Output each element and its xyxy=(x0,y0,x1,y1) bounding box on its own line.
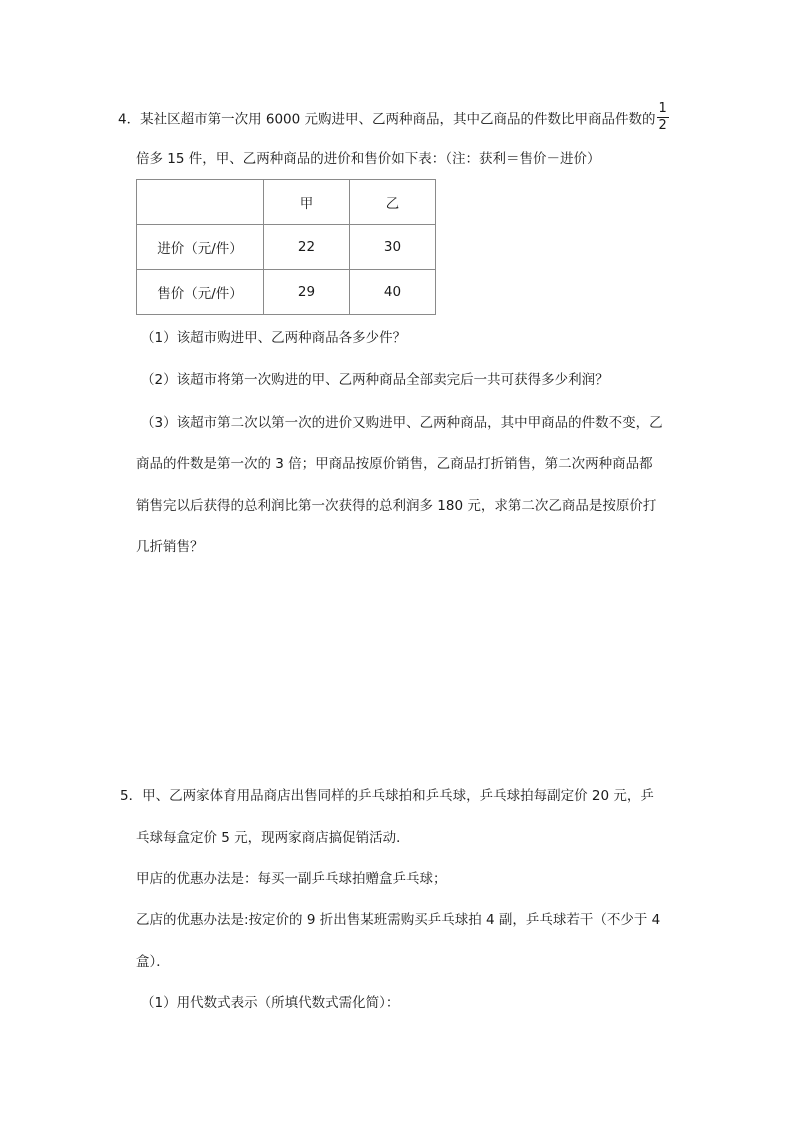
table-header-jia: 甲 xyxy=(264,180,350,225)
table-cell: 22 xyxy=(264,225,350,270)
price-table xyxy=(136,179,436,315)
q4-sub-3-line-3: 销售完以后获得的总利润比第一次获得的总利润多 180 元，求第二次乙商品是按原价打 xyxy=(136,498,657,514)
q5-line-5: 盒）． xyxy=(136,954,170,970)
fraction-denominator: 2 xyxy=(658,118,667,133)
table-row xyxy=(137,225,436,270)
table-cell xyxy=(137,180,264,225)
q5-line-1: 5．甲、乙两家体育用品商店出售同样的乒乓球拍和乒乓球，乒乓球拍每副定价 20 元，乒 xyxy=(120,788,654,804)
fraction-one-half xyxy=(657,102,669,133)
table-row xyxy=(137,270,436,315)
table-row-label: 进价（元/件） xyxy=(137,225,264,270)
q4-sub-3-line-2: 商品的件数是第一次的 3 倍；甲商品按原价销售，乙商品打折销售，第二次两种商品都 xyxy=(136,456,653,472)
table-header-row xyxy=(137,180,436,225)
q4-sub-3-line-4: 几折销售？ xyxy=(136,539,204,555)
table-cell: 40 xyxy=(350,270,436,315)
q5-line-6: （1）用代数式表示（所填代数式需化简）： xyxy=(141,995,400,1011)
q4-sub-1: （1）该超市购进甲、乙两种商品各多少件？ xyxy=(141,330,407,346)
table-row-label: 售价（元/件） xyxy=(137,270,264,315)
q4-line-1 xyxy=(118,101,669,135)
fraction-numerator: 1 xyxy=(658,101,667,116)
table-header-yi: 乙 xyxy=(350,180,436,225)
q4-text-1: 4．某社区超市第一次用 6000 元购进甲、乙两种商品，其中乙商品的件数比甲商品件数的 xyxy=(118,111,656,128)
q5-line-2: 乓球每盒定价 5 元，现两家商店搞促销活动． xyxy=(136,830,410,846)
q5-line-4: 乙店的优惠办法是:按定价的 9 折出售某班需购买乒乓球拍 4 副，乒乓球若干（不少于 4 xyxy=(136,912,661,928)
q4-sub-2: （2）该超市将第一次购进的甲、乙两种商品全部卖完后一共可获得多少利润？ xyxy=(141,372,609,388)
q4-sub-3-line-1: （3）该超市第二次以第一次的进价又购进甲、乙两种商品，其中甲商品的件数不变，乙 xyxy=(141,415,663,431)
q5-line-3: 甲店的优惠办法是：每买一副乒乓球拍赠盒乒乓球； xyxy=(136,871,447,887)
table-cell: 30 xyxy=(350,225,436,270)
table-cell: 29 xyxy=(264,270,350,315)
q4-line-2: 倍多 15 件，甲、乙两种商品的进价和售价如下表：（注：获利＝售价－进价） xyxy=(136,151,601,167)
